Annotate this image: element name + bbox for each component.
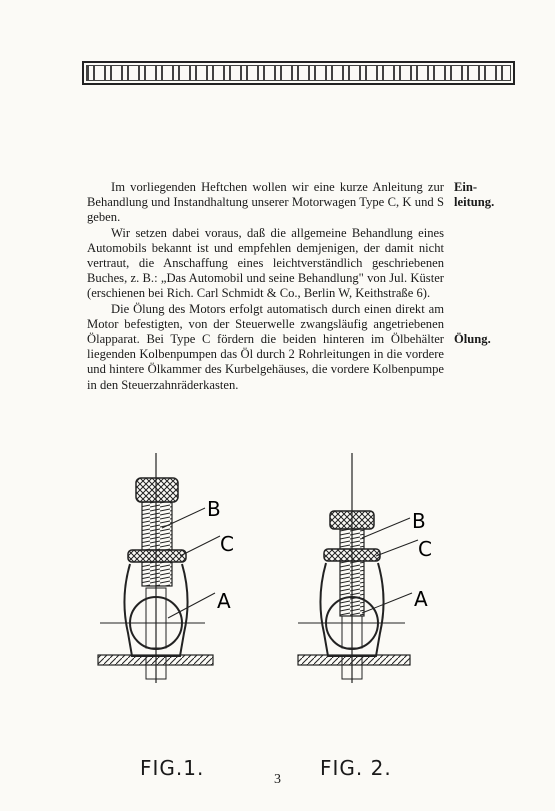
figure-2-drawing	[298, 453, 418, 683]
margin-note-einleitung-line2: leitung.	[454, 195, 495, 210]
paragraph-introduction: Im vorliegenden Heftchen wollen wir eine kurze Anleitung zur Behandlung und Instandhaltung unserer Motorwagen Type C, K und S geben.	[87, 180, 444, 225]
fig2-label-c: C	[418, 537, 432, 561]
technical-drawings	[80, 448, 500, 788]
border-ornament-pattern	[86, 65, 511, 81]
fig1-caption: FIG.1.	[140, 756, 205, 780]
margin-note-oelung	[454, 332, 514, 347]
paragraph-assumption: Wir setzen dabei voraus, daß die allgemeine Behandlung eines Automobils bekannt ist und empfehlen demjenigen, der damit nicht vertraut, die Anschaffung eines leichtverständlich geschriebenen Buches, z. B.: „Das Automobil und seine Behandlung" von Jul. Küster (erschienen bei Rich. Carl Schmidt & Co., Berlin W, Keithstraße 6).	[87, 225, 444, 301]
fig2-label-b: B	[412, 509, 426, 533]
fig1-label-b: B	[207, 497, 221, 521]
fig2-caption: FIG. 2.	[320, 756, 392, 780]
figure-1-drawing	[98, 453, 220, 683]
decorative-border-band	[82, 61, 515, 85]
fig1-label-c: C	[220, 532, 234, 556]
main-text	[87, 180, 444, 393]
margin-note-einleitung	[454, 180, 514, 210]
page-number: 3	[274, 772, 281, 787]
fig2-label-a: A	[414, 587, 428, 611]
margin-note-einleitung-line1: Ein-	[454, 180, 478, 194]
paragraph-lubrication: Die Ölung des Motors erfolgt automatisch durch einen direkt am Motor befestigten, von der Steuerwelle zwangsläufig angetriebenen Ölapparat. Bei Type C fördern die beiden hinteren im Ölbehälter liegenden Kolbenpumpen das Öl durch 2 Rohrleitungen in die vordere und hintere Ölkammer des Kurbelgehäuses, die vordere Kolbenpumpe in den Steuerzahnräderkasten.	[87, 301, 444, 392]
figures-area	[80, 448, 500, 788]
margin-note-oelung-text: Ölung.	[454, 332, 491, 346]
fig1-label-a: A	[217, 589, 231, 613]
